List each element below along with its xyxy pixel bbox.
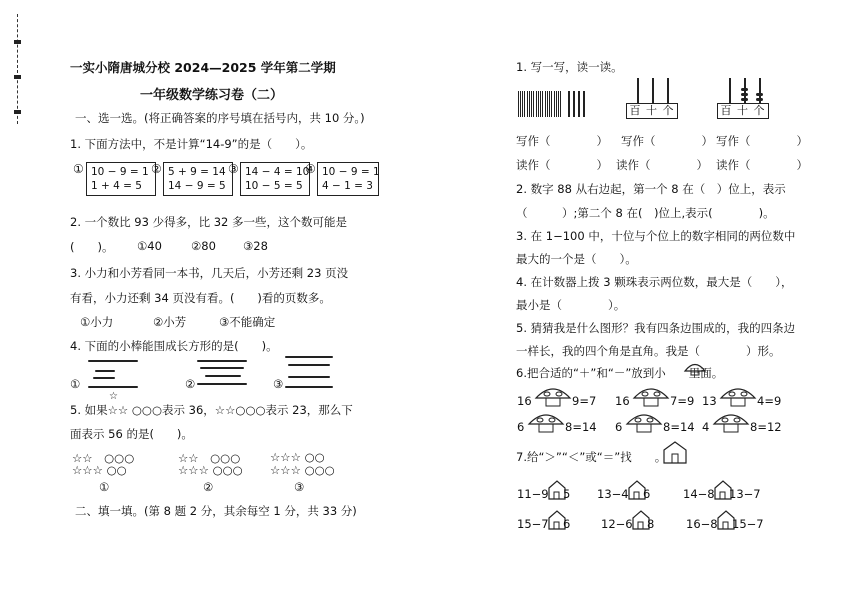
stick <box>88 386 138 388</box>
q7-right-expression: 13−7 <box>729 487 761 501</box>
figure-number: ③ <box>294 480 305 494</box>
q7-left-expression: 11−9 <box>517 487 549 501</box>
q7-right-expression: 15−7 <box>732 517 764 531</box>
q2-option-2[interactable]: ②80 <box>191 239 216 253</box>
figure-row: ☆☆☆ ○○ <box>270 450 325 464</box>
q2-option-1[interactable]: ①40 <box>137 239 162 253</box>
stick <box>205 375 241 377</box>
q7-right-expression: 6 <box>643 487 651 501</box>
r-q2-line1: 2. 数字 88 从右边起，第一个 8 在（ ）位上，表示 <box>516 182 786 196</box>
abacus-label: 百 十 个 <box>717 103 769 119</box>
q2-answer: ( )。 <box>70 240 114 254</box>
figure-row: ☆☆ ○○○ <box>72 451 135 465</box>
q4-option-3[interactable]: ③ <box>273 377 284 391</box>
q1-text: 1. 下面方法中，不是计算“14-9”的是（ ）。 <box>70 137 313 151</box>
part1-heading: 一、选一选。(将正确答案的序号填在括号内，共 10 分。) <box>75 111 365 125</box>
mushroom-blank-icon[interactable] <box>625 410 663 434</box>
abacus-label: 百 十 个 <box>626 103 678 119</box>
r-q2-line2: （ ）;第二个 8 在( )位上,表示( )。 <box>516 206 775 220</box>
q5-star-extra: ☆ <box>109 391 118 402</box>
figure-row: ☆☆☆ ○○○ <box>270 463 335 477</box>
stick <box>88 360 138 362</box>
school-title: 一实小隋唐城分校 2024—2025 学年第二学期 <box>70 60 336 75</box>
figure-number: ② <box>203 480 214 494</box>
option-number: ① <box>73 162 84 176</box>
margin-mark <box>14 40 21 44</box>
equation: 4 − 1 = 3 <box>322 180 373 192</box>
option-box[interactable] <box>86 162 156 196</box>
figure-number: ① <box>99 480 110 494</box>
q6-right-expression: 8=14 <box>565 420 597 434</box>
q7-left-expression: 14−8 <box>683 487 715 501</box>
equation: 5 + 9 = 14 <box>168 166 226 178</box>
stick-bundle <box>545 91 552 117</box>
read-field-2[interactable]: 读作（ ） <box>616 158 708 172</box>
r-q7-text: 7.给“＞”“＜”或“＝”找 。 <box>516 450 667 464</box>
q6-right-expression: 8=14 <box>663 420 695 434</box>
equation: 1 + 4 = 5 <box>91 180 142 192</box>
q3-option-2[interactable]: ②小芳 <box>153 315 187 329</box>
abacus-rod <box>729 78 731 103</box>
equation: 14 − 9 = 5 <box>168 180 226 192</box>
mushroom-blank-icon[interactable] <box>534 384 572 408</box>
stick <box>288 376 330 378</box>
equation: 10 − 9 = 1 <box>322 166 380 178</box>
figure-row: ☆☆☆ ○○○ <box>178 463 243 477</box>
part2-heading: 二、填一填。(第 8 题 2 分，其余每空 1 分，共 33 分) <box>75 504 357 518</box>
abacus-bead <box>741 98 748 101</box>
option-box[interactable] <box>163 162 233 196</box>
r-q4-line2: 最小是（ ）。 <box>516 298 626 312</box>
r-q6-text: 6.把合适的“＋”和“－”放到小 里面。 <box>516 366 724 380</box>
option-box[interactable] <box>317 162 379 196</box>
equation: 10 − 9 = 1 <box>91 166 149 178</box>
r-q5-line1: 5. 猜猜我是什么图形？我有四条边围成的，我的四条边 <box>516 321 796 335</box>
read-field-1[interactable]: 读作（ ） <box>516 158 608 172</box>
q3-line1: 3. 小力和小芳看同一本书，几天后，小芳还剩 23 页没 <box>70 266 349 280</box>
r-q3-line1: 3. 在 1−100 中，十位与个位上的数字相同的两位数中 <box>516 229 796 243</box>
option-number: ③ <box>228 162 239 176</box>
abacus-bead <box>741 88 748 91</box>
stick <box>197 383 247 385</box>
mushroom-blank-icon[interactable] <box>712 410 750 434</box>
stick <box>95 370 115 372</box>
figure-row: ☆☆ ○○○ <box>178 451 241 465</box>
q4-option-2[interactable]: ② <box>185 377 196 391</box>
mushroom-blank-icon[interactable] <box>632 384 670 408</box>
r-q5-line2: 一样长，我的四个角是直角。我是（ ）形。 <box>516 344 781 358</box>
stick <box>288 364 330 366</box>
q6-left-number: 6 <box>615 420 623 434</box>
margin-mark <box>14 75 21 79</box>
mushroom-blank-icon[interactable] <box>527 410 565 434</box>
q4-option-1[interactable]: ① <box>70 377 81 391</box>
house-icon <box>661 439 689 465</box>
write-field-3[interactable]: 写作（ ） <box>716 134 808 148</box>
q3-line2: 有看，小力还剩 34 页没有看。( )看的页数多。 <box>70 291 331 305</box>
loose-stick <box>573 91 575 117</box>
q3-option-1[interactable]: ①小力 <box>80 315 114 329</box>
stick <box>197 360 247 362</box>
abacus-bead <box>741 93 748 96</box>
abacus-bead <box>756 93 763 96</box>
q6-right-expression: 8=12 <box>750 420 782 434</box>
option-box[interactable] <box>240 162 310 196</box>
q4-text: 4. 下面的小棒能围成长方形的是( )。 <box>70 339 278 353</box>
mushroom-icon <box>683 360 707 376</box>
q2-option-3[interactable]: ③28 <box>243 239 268 253</box>
stick-bundle <box>518 91 525 117</box>
read-field-3[interactable]: 读作（ ） <box>716 158 808 172</box>
q7-left-expression: 13−4 <box>597 487 629 501</box>
stick <box>285 386 333 388</box>
figure-row: ☆☆☆ ○○ <box>72 463 127 477</box>
stick-bundle <box>554 91 561 117</box>
q2-text: 2. 一个数比 93 少得多，比 32 多一些，这个数可能是 <box>70 215 348 229</box>
q7-left-expression: 16−8 <box>686 517 718 531</box>
q7-left-expression: 12−6 <box>601 517 633 531</box>
q6-left-number: 6 <box>517 420 525 434</box>
binding-margin-line <box>17 14 18 124</box>
q5-line2: 面表示 56 的是( )。 <box>70 427 193 441</box>
stick <box>285 356 333 358</box>
r-q4-line1: 4. 在计数器上拨 3 颗珠表示两位数，最大是（ ）， <box>516 275 793 289</box>
paper-title: 一年级数学练习卷（二） <box>140 88 284 103</box>
q6-left-number: 4 <box>702 420 710 434</box>
q3-option-3[interactable]: ③不能确定 <box>219 315 276 329</box>
loose-stick <box>568 91 570 117</box>
stick <box>93 377 115 379</box>
loose-stick <box>583 91 585 117</box>
q6-left-number: 13 <box>702 394 717 408</box>
q7-right-expression: 6 <box>563 517 571 531</box>
equation: 10 − 5 = 5 <box>245 180 303 192</box>
option-number: ④ <box>305 162 316 176</box>
write-field-2[interactable]: 写作（ ） <box>621 134 713 148</box>
stick <box>200 367 244 369</box>
r-q1-text: 1. 写一写，读一读。 <box>516 60 623 74</box>
q5-line1: 5. 如果☆☆ ○○○表示 36，☆☆○○○表示 23，那么下 <box>70 403 353 417</box>
r-q3-line2: 最大的一个是（ ）。 <box>516 252 637 266</box>
abacus-rod <box>652 78 654 103</box>
equation: 14 − 4 = 10 <box>245 166 310 178</box>
q6-left-number: 16 <box>615 394 630 408</box>
stick-bundle <box>536 91 543 117</box>
q7-right-expression: 5 <box>563 487 571 501</box>
q6-left-number: 16 <box>517 394 532 408</box>
q7-left-expression: 15−7 <box>517 517 549 531</box>
abacus-rod <box>667 78 669 103</box>
q6-right-expression: 4=9 <box>757 394 782 408</box>
mushroom-blank-icon[interactable] <box>719 384 757 408</box>
stick-bundle <box>527 91 534 117</box>
write-field-1[interactable]: 写作（ ） <box>516 134 608 148</box>
loose-stick <box>578 91 580 117</box>
q6-right-expression: 9=7 <box>572 394 597 408</box>
option-number: ② <box>151 162 162 176</box>
margin-mark <box>14 110 21 114</box>
abacus-bead <box>756 98 763 101</box>
abacus-rod <box>637 78 639 103</box>
q6-right-expression: 7=9 <box>670 394 695 408</box>
q7-right-expression: 8 <box>647 517 655 531</box>
